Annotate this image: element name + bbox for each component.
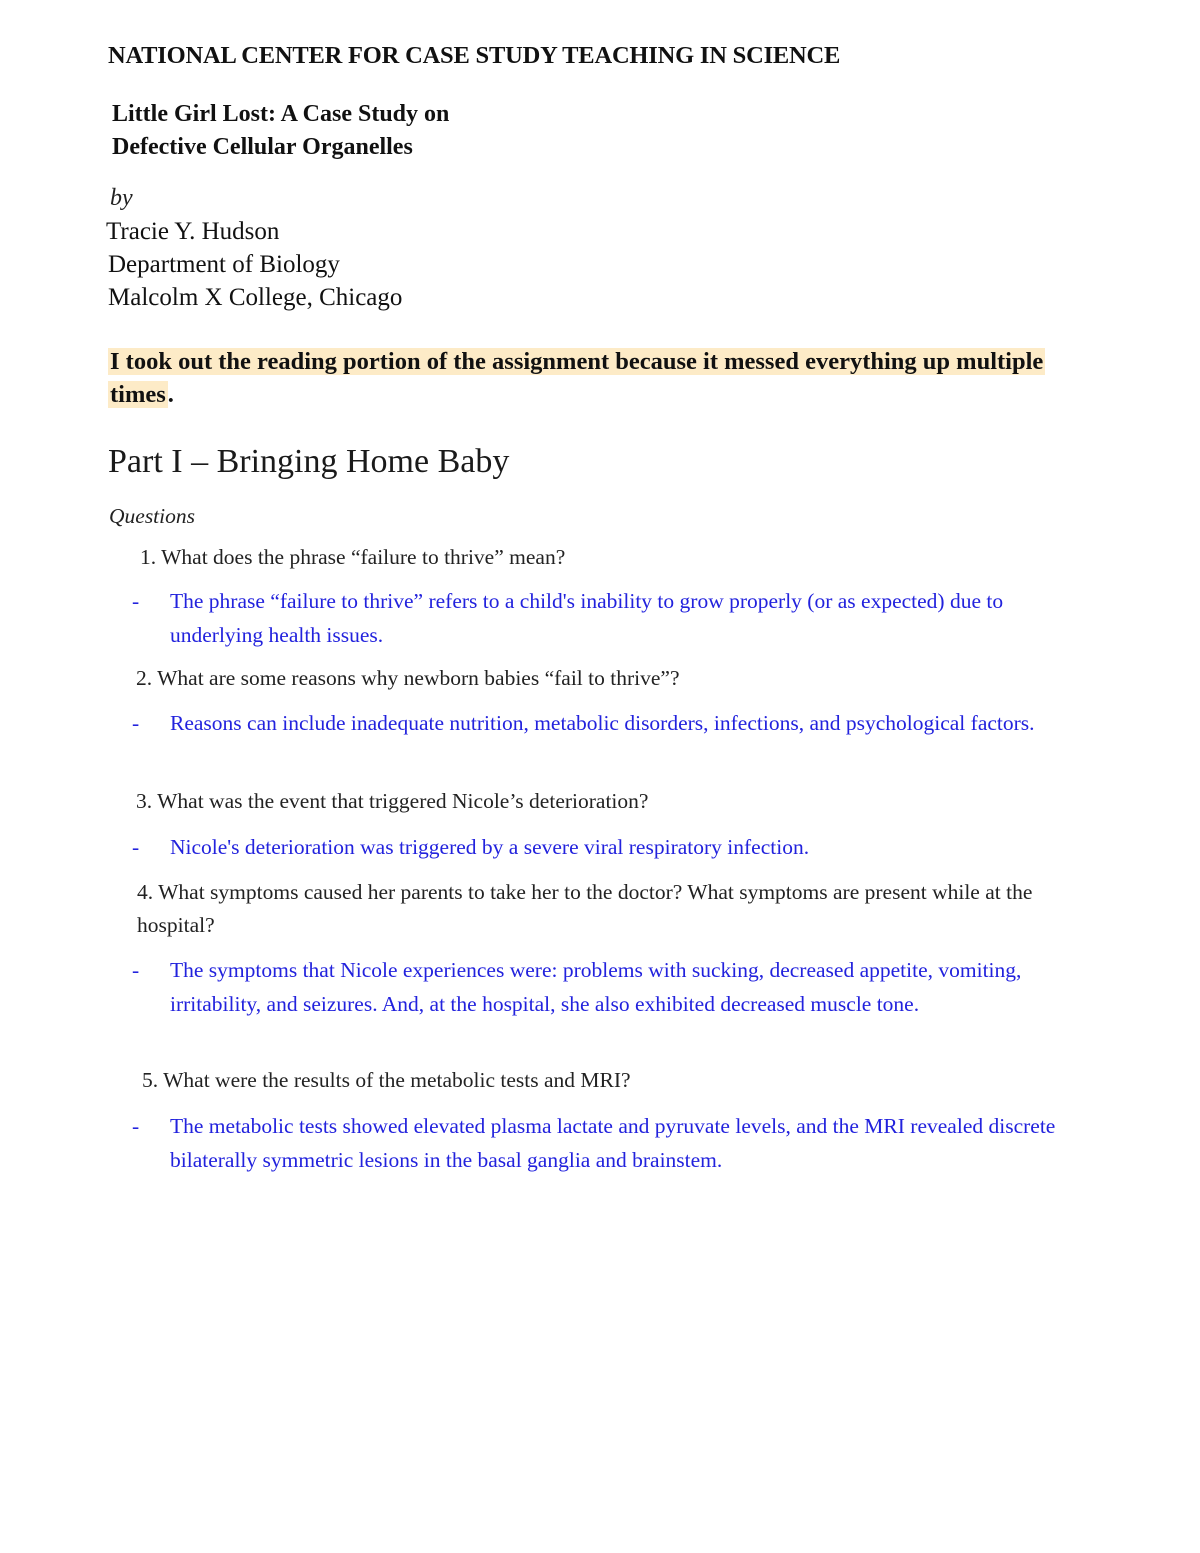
answer-4 [132, 954, 1070, 1021]
answer-5-text: The metabolic tests showed elevated plasma lactate and pyruvate levels, and the MRI revealed discrete bilaterally symmetric lesions in the basal ganglia and brainstem. [170, 1114, 1056, 1172]
author-name: Tracie Y. Hudson [106, 218, 280, 245]
answer-1-text: The phrase “failure to thrive” refers to a child's inability to grow properly (or as expected) due to underlying health issues. [170, 589, 1004, 647]
author-block [106, 215, 402, 314]
question-4: 4. What symptoms caused her parents to take her to the doctor? What symptoms are present while at the hospital? [137, 880, 1033, 937]
question-3: 3. What was the event that triggered Nicole’s deterioration? [136, 789, 649, 813]
answer-2-text: Reasons can include inadequate nutrition, metabolic disorders, infections, and psychological factors. [170, 711, 1035, 735]
highlighted-note [108, 345, 1098, 411]
byline: by [110, 185, 133, 211]
question-1: 1. What does the phrase “failure to thrive” mean? [140, 545, 566, 569]
answer-bullet: - [132, 835, 140, 859]
note-highlight: I took out the reading portion of the assignment because it messed everything up multiple times [110, 348, 1044, 408]
questions-label: Questions [109, 504, 195, 528]
author-department: Department of Biology [108, 251, 340, 278]
question-2: 2. What are some reasons why newborn babies “fail to thrive”? [136, 666, 680, 690]
answer-3-text: Nicole's deterioration was triggered by a severe viral respiratory infection. [170, 835, 810, 859]
organization-header: NATIONAL CENTER FOR CASE STUDY TEACHING IN SCIENCE [108, 42, 841, 69]
answer-3 [132, 831, 1070, 865]
question-5: 5. What were the results of the metabolic tests and MRI? [142, 1068, 631, 1092]
answer-bullet: - [132, 1114, 140, 1138]
answer-bullet: - [132, 589, 140, 613]
answer-bullet: - [132, 711, 140, 735]
answer-5 [132, 1110, 1070, 1177]
answer-2 [132, 707, 1070, 741]
part-heading: Part I – Bringing Home Baby [108, 443, 510, 480]
answer-1 [132, 585, 1070, 652]
case-study-title [112, 98, 449, 164]
title-line-1: Little Girl Lost: A Case Study on [112, 101, 450, 127]
title-line-2: Defective Cellular Organelles [112, 134, 413, 160]
note-period: . [167, 381, 174, 408]
author-college: Malcolm X College, Chicago [108, 284, 403, 311]
answer-bullet: - [132, 958, 140, 982]
answer-4-text: The symptoms that Nicole experiences were: problems with sucking, decreased appetite, vomiting, irritability, and seizures. And, at the hospital, she also exhibited decreased muscle tone. [170, 958, 1022, 1016]
